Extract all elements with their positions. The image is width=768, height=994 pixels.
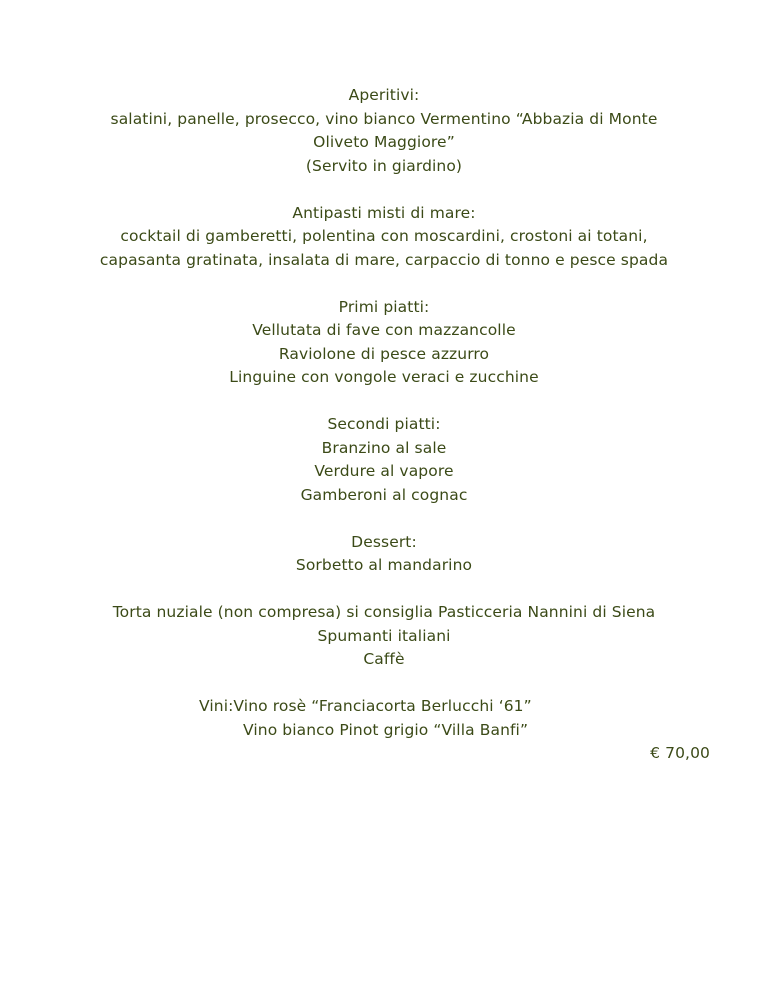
section-aperitivi [40, 84, 728, 178]
menu-line: Torta nuziale (non compresa) si consiglia Pasticceria Nannini di Siena [112, 603, 656, 621]
section-dessert [40, 531, 728, 578]
menu-line: (Servito in giardino) [305, 156, 463, 175]
menu-line: salatini, panelle, prosecco, vino bianco Vermentino “Abbazia di Monte [110, 109, 658, 128]
menu-price: € 70,00 [650, 744, 710, 762]
menu-line: Vellutata di fave con mazzancolle [252, 321, 516, 339]
wine-line: Vini:Vino rosè “Franciacorta Berlucchi ‘61” [199, 697, 532, 715]
menu-line: Verdure al vapore [314, 462, 454, 480]
menu-line: Branzino al sale [321, 438, 447, 457]
menu-line: Linguine con vongole veraci e zucchine [229, 368, 539, 386]
section-heading-primi: Primi piatti: [338, 297, 430, 316]
section-secondi [40, 413, 728, 507]
section-heading-antipasti: Antipasti misti di mare: [292, 203, 476, 222]
menu-body [40, 84, 728, 766]
section-heading-dessert: Dessert: [351, 532, 417, 551]
section-primi [40, 296, 728, 390]
menu-line: Sorbetto al mandarino [295, 556, 473, 574]
menu-line: Spumanti italiani [317, 626, 451, 645]
menu-line: Gamberoni al cognac [300, 485, 468, 504]
section-heading-aperitivi: Aperitivi: [348, 86, 420, 104]
section-extras [40, 601, 728, 672]
menu-line: cocktail di gamberetti, polentina con moscardini, crostoni ai totani, [120, 227, 648, 245]
section-heading-secondi: Secondi piatti: [327, 415, 441, 433]
section-vini [40, 695, 728, 766]
wine-line: Vino bianco Pinot grigio “Villa Banfi” [243, 720, 529, 739]
menu-line: Oliveto Maggiore” [313, 133, 455, 151]
menu-line: capasanta gratinata, insalata di mare, carpaccio di tonno e pesce spada [99, 250, 669, 269]
menu-line: Caffè [363, 650, 405, 668]
menu-line: Raviolone di pesce azzurro [278, 344, 490, 363]
section-antipasti [40, 202, 728, 273]
